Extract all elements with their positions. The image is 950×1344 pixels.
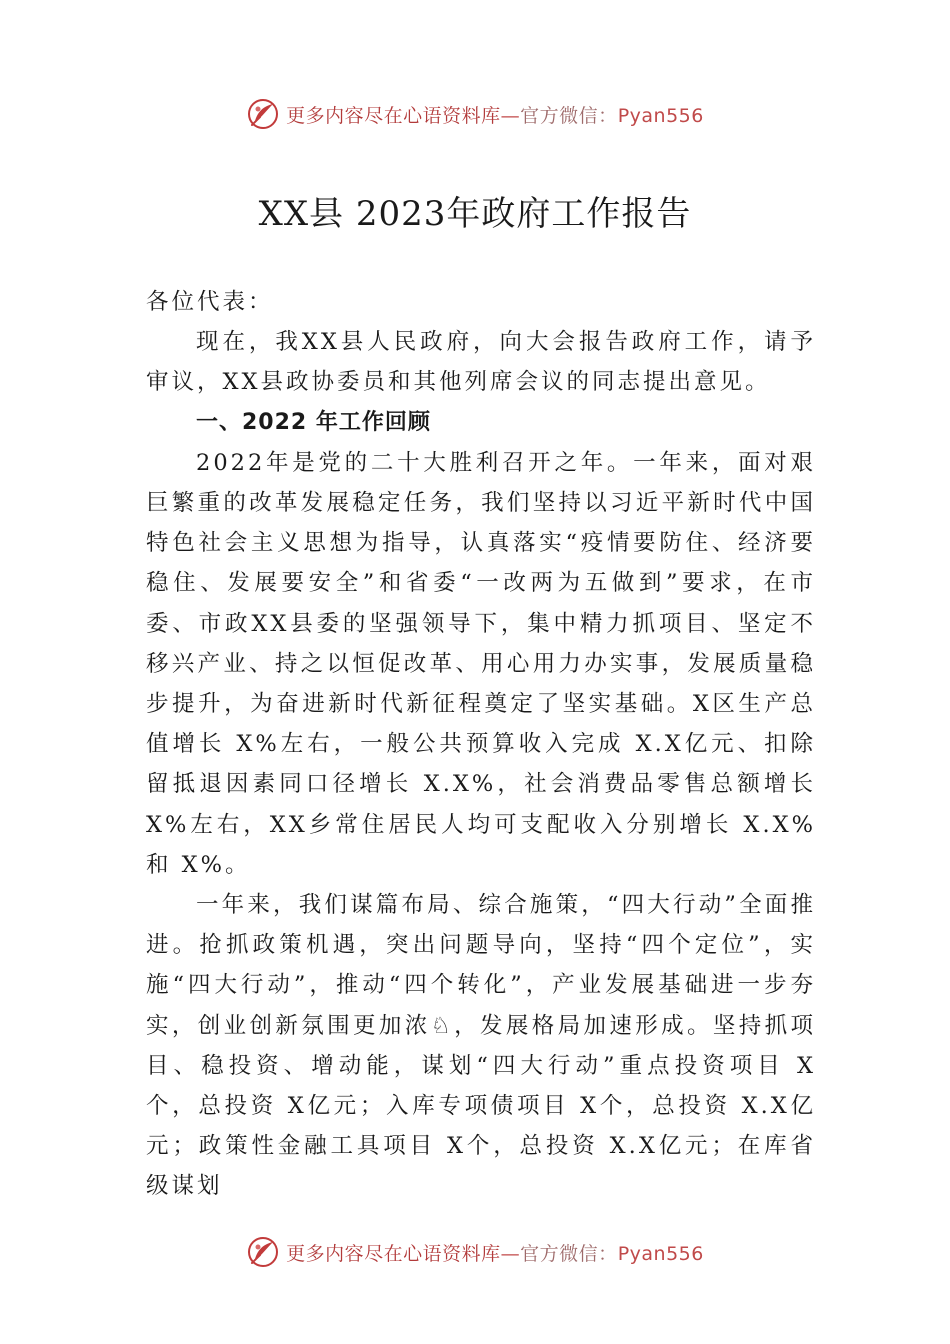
banner-wechat-id: Pyan556: [617, 104, 704, 127]
body-paragraph-1: 2022年是党的二十大胜利召开之年。一年来，面对艰巨繁重的改革发展稳定任务，我们坚持以习近平新时代中国特色社会主义思想为指导，认真落实“疫情要防住、经济要稳住、发展要安全”和省委“一改两为五做到”要求，在市委、市政XX县委的坚强领导下，集中精力抓项目、坚定不移兴产业、持之以恒促改革、用心用力办实事，发展质量稳步提升，为奋进新时代新征程奠定了坚实基础。X区生产总值增长 X%左右，一般公共预算收入完成 X.X亿元、扣除留抵退因素同口径增长 X.X%，社会消费品零售总额增长 X%左右，XX乡常住居民人均可支配收入分别增长 X.X%和 X%。: [146, 449, 816, 878]
banner-main-text: 更多内容尽在心语资料库: [286, 104, 501, 127]
brand-logo-icon: [246, 97, 280, 131]
header-banner: [0, 94, 950, 134]
brand-logo-icon: [246, 1235, 280, 1269]
body-paragraph-2: 一年来，我们谋篇布局、综合施策，“四大行动”全面推进。抢抓政策机遇，突出问题导向，坚持“四个定位”，实施“四大行动”，推动“四个转化”，产业发展基础进一步夯实，创业创新氛围更加浓♘，发展格局加速形成。坚持抓项目、稳投资、增动能，谋划“四大行动”重点投资项目 X个，总投资 X亿元；入库专项债项目 X个，总投资 X.X亿元；政策性金融工具项目 X个，总投资 X.X亿元；在库省级谋划: [146, 892, 816, 1200]
banner-main-text: 更多内容尽在心语资料库: [286, 1242, 501, 1265]
banner-wechat-id: Pyan556: [617, 1242, 704, 1265]
footer-banner: [0, 1232, 950, 1272]
intro-paragraph: 现在，我XX县人民政府，向大会报告政府工作，请予审议，XX县政协委员和其他列席会议的同志提出意见。: [146, 329, 816, 396]
banner-text: [286, 101, 704, 128]
banner-text: [286, 1239, 704, 1266]
banner-separator: —: [500, 1242, 521, 1265]
banner-wechat-label: 官方微信：: [520, 104, 618, 127]
banner-wechat-label: 官方微信：: [520, 1242, 618, 1265]
document-title: XX县 2023年政府工作报告: [258, 194, 692, 234]
section-heading: 一、2022 年工作回顾: [196, 409, 431, 435]
banner-separator: —: [500, 104, 521, 127]
salutation: 各位代表：: [146, 289, 274, 315]
document-body: [146, 282, 816, 1207]
